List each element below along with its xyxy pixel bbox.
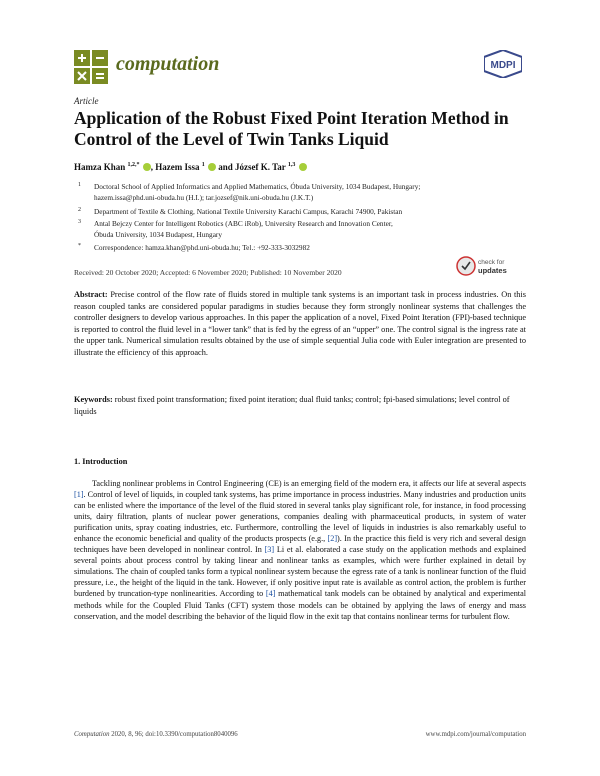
affiliation-line: hazem.issa@phd.uni-obuda.hu (H.I.); tar.jozsef@nik.uni-obuda.hu (J.K.T.) (94, 193, 314, 202)
article-title: Application of the Robust Fixed Point Iteration Method in Control of the Level of Twin Tanks Liquid (74, 108, 509, 149)
paragraph-text: mathematical tank models can be obtained by analytical and experimental methods while for the Coupled Fluid Tanks (CFT) system those models can be obtained by applying the laws of energy and mass conservation, and the model describing the behavior of the liquid flow in the exit tap that contains nonlinear terms for turbulent flow. (74, 589, 526, 621)
author-affiliation-mark: 1,3 (287, 162, 296, 168)
affiliation-mark: 1 (78, 182, 81, 188)
author-list: Hamza Khan $^{1,2,*}$ , Hazem Issa $^1$ and József K. Tar $^{1,3}$ (74, 162, 307, 172)
citation-link[interactable]: [2] (327, 534, 338, 544)
author-name: József K. Tar (235, 162, 286, 172)
affiliation-line: Antal Bejczy Center for Intelligent Robotics (ABC iRob), University Research and Innovation Center, (94, 219, 393, 228)
author-affiliation-mark: 1 (201, 162, 205, 168)
keywords-text: robust fixed point transformation; fixed point iteration; dual fluid tanks; control; fpi-based simulations; level control of liquids (74, 395, 510, 416)
affiliation-mark: * (78, 243, 81, 249)
affiliation-line: Doctoral School of Applied Informatics and Applied Mathematics, Óbuda University, 1034 Budapest, Hungary; (94, 182, 421, 191)
publication-dates: Received: 20 October 2020; Accepted: 6 November 2020; Published: 10 November 2020 (74, 268, 342, 277)
computation-logo-icon (74, 50, 108, 84)
update-check-icon (457, 257, 475, 275)
article-type: Article (74, 96, 99, 106)
abstract-text: Precise control of the flow rate of fluids stored in multiple tank systems is an important task in process industries. On this reason coupled tanks are considered popular paradigms in studies because they form strongly nonlinear systems that challenges the controller designers to develop various approaches. In this paper the application of a novel, Fixed Point Iteration (FPI)-based technique is reported to control the fluid level in a “lower tank” that is fed by the egress of an “upper” one. The control signal is the ingress rate at the upper tank. Numerical simulation results obtained by the use of simple sequential Julia code with Euler integration are presented to illustrate the efficiency of this approach. (74, 290, 526, 357)
author-affiliation-mark: 1,2,* (127, 162, 140, 168)
affiliation-line: Department of Textile & Clothing, National Textile University Karachi Campus, Karachi 74900, Pakistan (94, 207, 403, 216)
paragraph-text: . Control of level of liquids, in coupled tank systems, has prime importance in process industries. Many industries and production units can be enlisted where the importance of the level of the fluid stored in several tanks play significant role, for instance, in food processing units, dairy filtration, plants of nuclear power generations, companies dealing with pharmaceutical products, in system of water purification units, spray coating industries, etc. Furthermore, controlling the level of liquids in industries is also remarkably useful to enhance the economic beneficial and quality of the products prospects (e.g., (74, 490, 526, 544)
affiliation-mark: 3 (78, 219, 81, 225)
updates-badge-line2: updates (478, 266, 507, 275)
check-for-updates-badge[interactable] (456, 254, 526, 278)
affiliation-line: Óbuda University, 1034 Budapest, Hungary (94, 230, 223, 239)
footer-doi: 2020, 8, 96; doi:10.3390/computation8040096 (109, 731, 238, 738)
mdpi-logo-icon (484, 50, 522, 78)
updates-badge-line1: check for (478, 259, 505, 266)
affiliation-mark: 2 (78, 207, 81, 213)
citation-link[interactable]: [3] (264, 545, 275, 555)
paragraph-text: Li et al. elaborated a case study on the application methods and explained several points about process control by taking linear and nonlinear tanks as examples, which were further explained in detail by simulations. The chain of coupled tanks form a typical nonlinear system because the egress rate of a tank is nonlinear function of the fluid pressure, i.e., the height of the liquid in the tank. However, if only positive input rate is available as control action, the problem is further burdened by truncation-type nonlinearities. According to (74, 545, 526, 599)
introduction-paragraph (74, 478, 526, 622)
paragraph-text: Tackling nonlinear problems in Control Engineering (CE) is an emerging field of the modern era, it affects our life at several aspects (92, 479, 526, 488)
correspondence-line: Correspondence: hamza.khan@phd.uni-obuda.hu; Tel.: +92-333-3032982 (94, 243, 310, 252)
citation-link[interactable]: [4] (265, 589, 276, 599)
footer-journal: Computation (74, 731, 110, 738)
orcid-icon[interactable] (208, 163, 216, 171)
footer-url[interactable]: www.mdpi.com/journal/computation (425, 731, 526, 738)
journal-name: computation (116, 53, 220, 75)
keywords-label: Keywords: (74, 395, 113, 404)
paragraph-text: ). In the practice this field is very rich and several design techniques have been developed in nonlinear control. In (74, 534, 526, 555)
orcid-icon[interactable] (299, 163, 307, 171)
keywords (74, 394, 526, 417)
author-name: Hamza Khan (74, 162, 126, 172)
abstract-label: Abstract: (74, 290, 108, 299)
author-conjunction: and (218, 162, 233, 172)
abstract (74, 289, 526, 358)
author-name: Hazem Issa (155, 162, 200, 172)
orcid-icon[interactable] (143, 163, 151, 171)
publisher-logo-text: MDPI (490, 60, 516, 71)
section-heading: 1. Introduction (74, 457, 128, 466)
citation-link[interactable]: [1] (74, 490, 84, 500)
footer-citation (74, 731, 238, 738)
